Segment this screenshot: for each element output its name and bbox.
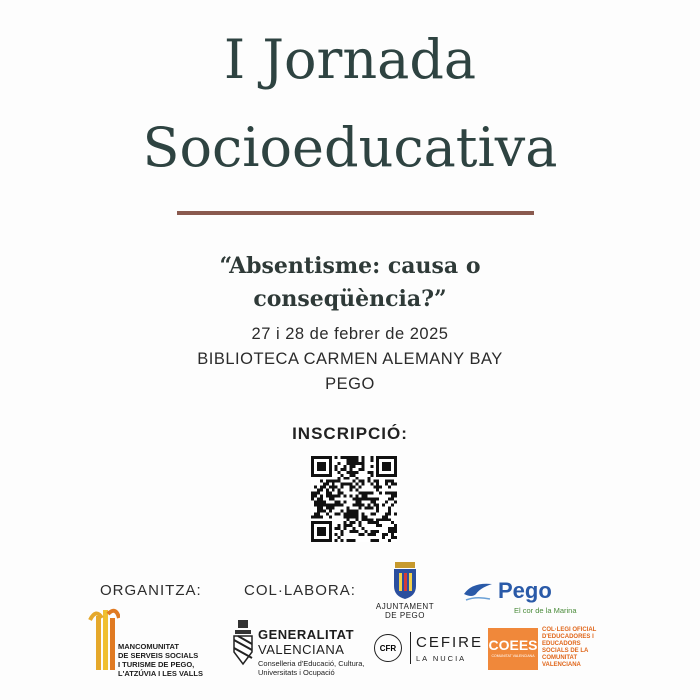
event-town: PEGO xyxy=(325,375,375,393)
cefire-name: CEFIRE xyxy=(416,634,484,651)
ajuntament-logo xyxy=(370,562,440,624)
registration-qr-code[interactable] xyxy=(311,456,397,542)
coees-line-4: SOCIALS DE LA xyxy=(542,648,589,654)
coees-text xyxy=(542,627,596,669)
generalitat-line-1: GENERALITAT xyxy=(258,627,355,642)
coees-sub: COMUNITAT VALENCIANA xyxy=(491,654,535,658)
coees-line-1: COL·LEGI OFICIAL xyxy=(542,627,597,633)
divider xyxy=(177,211,534,215)
cefire-sub: LA NUCIA xyxy=(416,654,467,663)
title-line-1: I Jornada xyxy=(223,28,477,91)
ajuntament-line-1: AJUNTAMENT xyxy=(375,602,435,611)
coees-badge xyxy=(488,628,538,670)
cefire-divider xyxy=(410,632,411,664)
mancomunitat-emblem-icon xyxy=(88,606,120,670)
generalitat-logo xyxy=(232,620,372,680)
event-dates: 27 i 28 de febrer de 2025 xyxy=(251,325,449,343)
registration-label: INSCRIPCIÓ: xyxy=(292,424,408,443)
event-venue: BIBLIOTECA CARMEN ALEMANY BAY xyxy=(197,350,503,368)
organizer-label: ORGANITZA: xyxy=(100,582,202,599)
mancomunitat-line-1: MANCOMUNITAT xyxy=(118,642,179,651)
pego-wordmark: Pego xyxy=(498,578,552,603)
coees-line-2: D'EDUCADORES I xyxy=(542,634,594,640)
generalitat-sub-1: Conselleria d'Educació, Cultura, xyxy=(258,659,365,668)
collaborator-label: COL·LABORA: xyxy=(244,582,356,599)
mancomunitat-line-2: DE SERVEIS SOCIALS xyxy=(118,651,199,660)
subtitle-line-2: conseqüència?” xyxy=(253,286,447,312)
title-line-2: Socioeducativa xyxy=(142,116,558,179)
coees-line-3: EDUCADORS xyxy=(542,641,581,647)
coees-logo xyxy=(488,626,628,672)
generalitat-sub-2: Universitats i Ocupació xyxy=(258,668,335,677)
pego-tagline: El cor de la Marina xyxy=(514,606,577,615)
mancomunitat-logo xyxy=(88,606,208,676)
bird-icon xyxy=(462,580,494,602)
cefire-badge: CFR xyxy=(374,634,402,662)
pego-tourism-logo xyxy=(462,578,582,618)
ajuntament-line-2: DE PEGO xyxy=(385,611,425,620)
generalitat-emblem-icon xyxy=(232,620,254,666)
coees-line-6: VALENCIANA xyxy=(542,662,581,668)
generalitat-line-2: VALENCIANA xyxy=(258,642,345,657)
coees-line-5: COMUNITAT xyxy=(542,655,578,661)
cefire-logo xyxy=(374,632,482,668)
subtitle-line-1: “Absentisme: causa o xyxy=(219,253,481,279)
mancomunitat-line-3: I TURISME DE PEGO, xyxy=(118,660,195,669)
coees-name: COEES xyxy=(488,637,538,653)
mancomunitat-line-4: L'ATZÚVIA I LES VALLS xyxy=(118,669,203,678)
coat-of-arms-icon xyxy=(391,562,419,600)
